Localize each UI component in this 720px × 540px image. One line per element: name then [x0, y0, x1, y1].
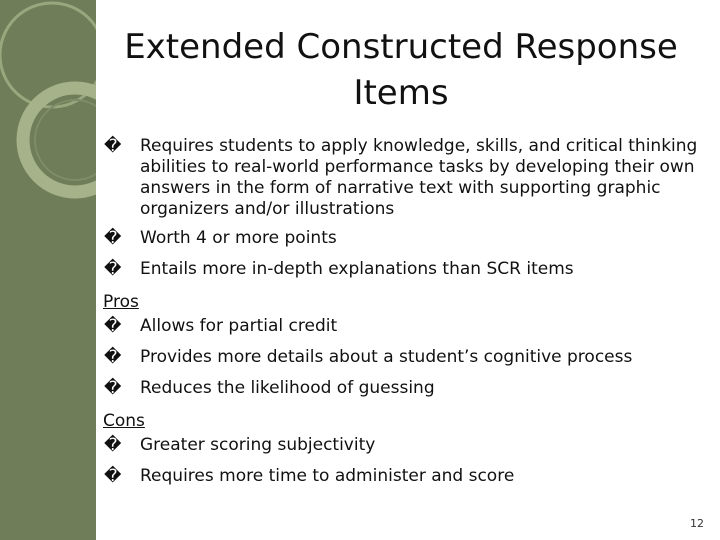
intro-item-text: Worth 4 or more points — [140, 228, 337, 248]
pros-heading: Pros — [103, 292, 139, 312]
bullet-icon: � — [104, 316, 122, 336]
bullet-icon: � — [104, 259, 122, 279]
intro-item — [104, 259, 704, 280]
pros-item — [104, 378, 704, 399]
bullet-icon: � — [104, 347, 122, 367]
pros-item — [104, 347, 704, 368]
title-line-1: Extended Constructed Response — [124, 27, 678, 67]
pros-item — [104, 316, 704, 337]
pros-item-text: Provides more details about a student’s cognitive process — [140, 347, 633, 367]
intro-item-text: Entails more in-depth explanations than SCR items — [140, 259, 574, 279]
slide-title — [96, 24, 706, 116]
intro-item — [104, 228, 704, 249]
bullet-icon: � — [104, 435, 122, 455]
pros-item-text: Allows for partial credit — [140, 316, 338, 336]
intro-item — [104, 136, 704, 220]
cons-item-text: Requires more time to administer and score — [140, 466, 515, 486]
cons-item — [104, 466, 704, 487]
bullet-icon: � — [104, 378, 122, 398]
bullet-icon: � — [104, 228, 122, 248]
bullet-icon: � — [104, 466, 122, 486]
cons-heading: Cons — [103, 411, 145, 431]
cons-item — [104, 435, 704, 456]
intro-item-text: Requires students to apply knowledge, skills, and critical thinking abilities to real-world performance tasks by developing their own answers in the form of narrative text with supporting graphic organizers and/or illustrations — [140, 136, 698, 219]
cons-item-text: Greater scoring subjectivity — [140, 435, 376, 455]
pros-item-text: Reduces the likelihood of guessing — [140, 378, 435, 398]
decorative-rings — [0, 0, 110, 260]
title-line-2: Items — [353, 73, 449, 113]
bullet-icon: � — [104, 136, 122, 156]
page-number: 12 — [690, 517, 704, 530]
